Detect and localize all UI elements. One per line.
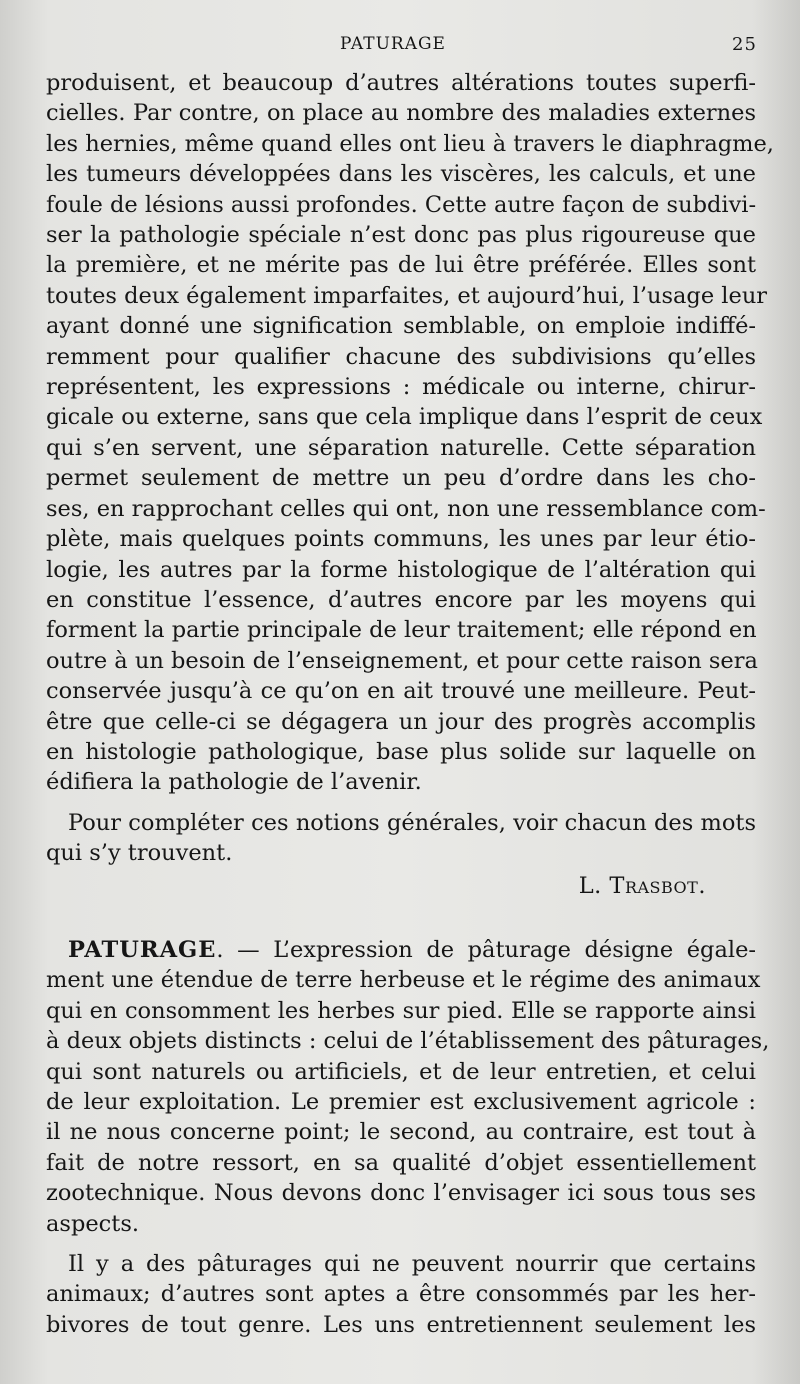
text-line: qui s’y trouvent. [46, 840, 233, 867]
text-line: qui s’en servent, une séparation naturelle. Cette séparation [46, 434, 756, 461]
text-line: il ne nous concerne point; le second, au contraire, est tout à [46, 1119, 756, 1146]
text-line: représentent, les expressions : médicale ou interne, chirur- [46, 374, 756, 401]
text-line: bivores de tout genre. Les uns entretiennent seulement les [46, 1311, 756, 1338]
text-line: remment pour qualifier chacune des subdivisions qu’elles [46, 343, 756, 370]
text-line: ser la pathologie spéciale n’est donc pas plus rigoureuse que [46, 222, 756, 249]
text-line: zootechnique. Nous devons donc l’envisager ici sous tous ses [46, 1180, 756, 1207]
paragraph-gap [46, 798, 756, 808]
entry-paragraph-2 [46, 1249, 756, 1340]
text-line: forment la partie principale de leur traitement; elle répond en [46, 617, 757, 644]
text-line: ment une étendue de terre herbeuse et le régime des animaux [46, 967, 761, 994]
entry-first-line [46, 935, 756, 965]
entry-paturage [46, 935, 770, 1239]
entry-first-line-text: . — L’expression de pâturage désigne égale- [216, 936, 756, 963]
text-line: aspects. [46, 1210, 140, 1237]
text-line: cielles. Par contre, on place au nombre des maladies externes [46, 100, 756, 127]
text-line: à deux objets distincts : celui de l’établissement des pâturages, [46, 1028, 770, 1055]
text-line: animaux; d’autres sont aptes a être consommés par les her- [46, 1281, 756, 1308]
section-gap [46, 901, 756, 935]
signature-text: L. Trasbot. [578, 872, 706, 899]
text-line: produisent, et beaucoup d’autres altérations toutes superfi- [46, 70, 756, 96]
text-line: en constitue l’essence, d’autres encore par les moyens qui [46, 586, 756, 613]
text-line: édifiera la pathologie de l’avenir. [46, 769, 422, 796]
text-line: conservée jusqu’à ce qu’on en ait trouvé une meilleure. Peut- [46, 678, 756, 705]
running-title: PATURAGE [340, 34, 446, 54]
text-line: gicale ou externe, sans que cela implique dans l’esprit de ceux [46, 404, 763, 431]
text-line: foule de lésions aussi profondes. Cette autre façon de subdivi- [46, 191, 757, 218]
text-line: toutes deux également imparfaites, et aujourd’hui, l’usage leur [46, 282, 768, 309]
page-number: 25 [732, 34, 757, 55]
text-line: les tumeurs développées dans les viscères, les calculs, et une [46, 161, 756, 188]
text-line: qui en consomment les herbes sur pied. Elle se rapporte ainsi [46, 997, 756, 1024]
text-line: fait de notre ressort, en sa qualité d’objet essentiellement [46, 1149, 756, 1176]
text-line: ses, en rapprochant celles qui ont, non une ressemblance com- [46, 495, 766, 522]
entry-headword: PATURAGE [68, 936, 217, 963]
text-line: être que celle-ci se dégagera un jour des progrès accomplis [46, 708, 756, 735]
text-line: de leur exploitation. Le premier est exclusivement agricole : [46, 1089, 756, 1115]
text-line: logie, les autres par la forme histologique de l’altération qui [46, 556, 756, 583]
text-line: outre à un besoin de l’enseignement, et pour cette raison sera [46, 647, 758, 674]
running-header [0, 34, 800, 58]
text-line: ayant donné une signification semblable, on emploie indiffé- [46, 313, 756, 340]
author-signature [46, 871, 756, 901]
text-line: la première, et ne mérite pas de lui être préférée. Elles sont [46, 252, 756, 279]
text-line: les hernies, même quand elles ont lieu à travers le diaphragme, [46, 130, 774, 157]
page-body [46, 68, 774, 1340]
text-line: permet seulement de mettre un peu d’ordre dans les cho- [46, 465, 756, 492]
paragraph-continued [46, 68, 774, 798]
text-line: en histologie pathologique, base plus solide sur laquelle on [46, 738, 756, 765]
closing-paragraph [46, 808, 756, 869]
text-line: Il y a des pâturages qui ne peuvent nourrir que certains [68, 1251, 756, 1278]
text-line: plète, mais quelques points communs, les unes par leur étio- [46, 526, 756, 553]
paragraph-gap [46, 1239, 756, 1249]
text-line: Pour compléter ces notions générales, voir chacun des mots [68, 809, 756, 836]
text-line: qui sont naturels ou artificiels, et de leur entretien, et celui [46, 1058, 756, 1085]
